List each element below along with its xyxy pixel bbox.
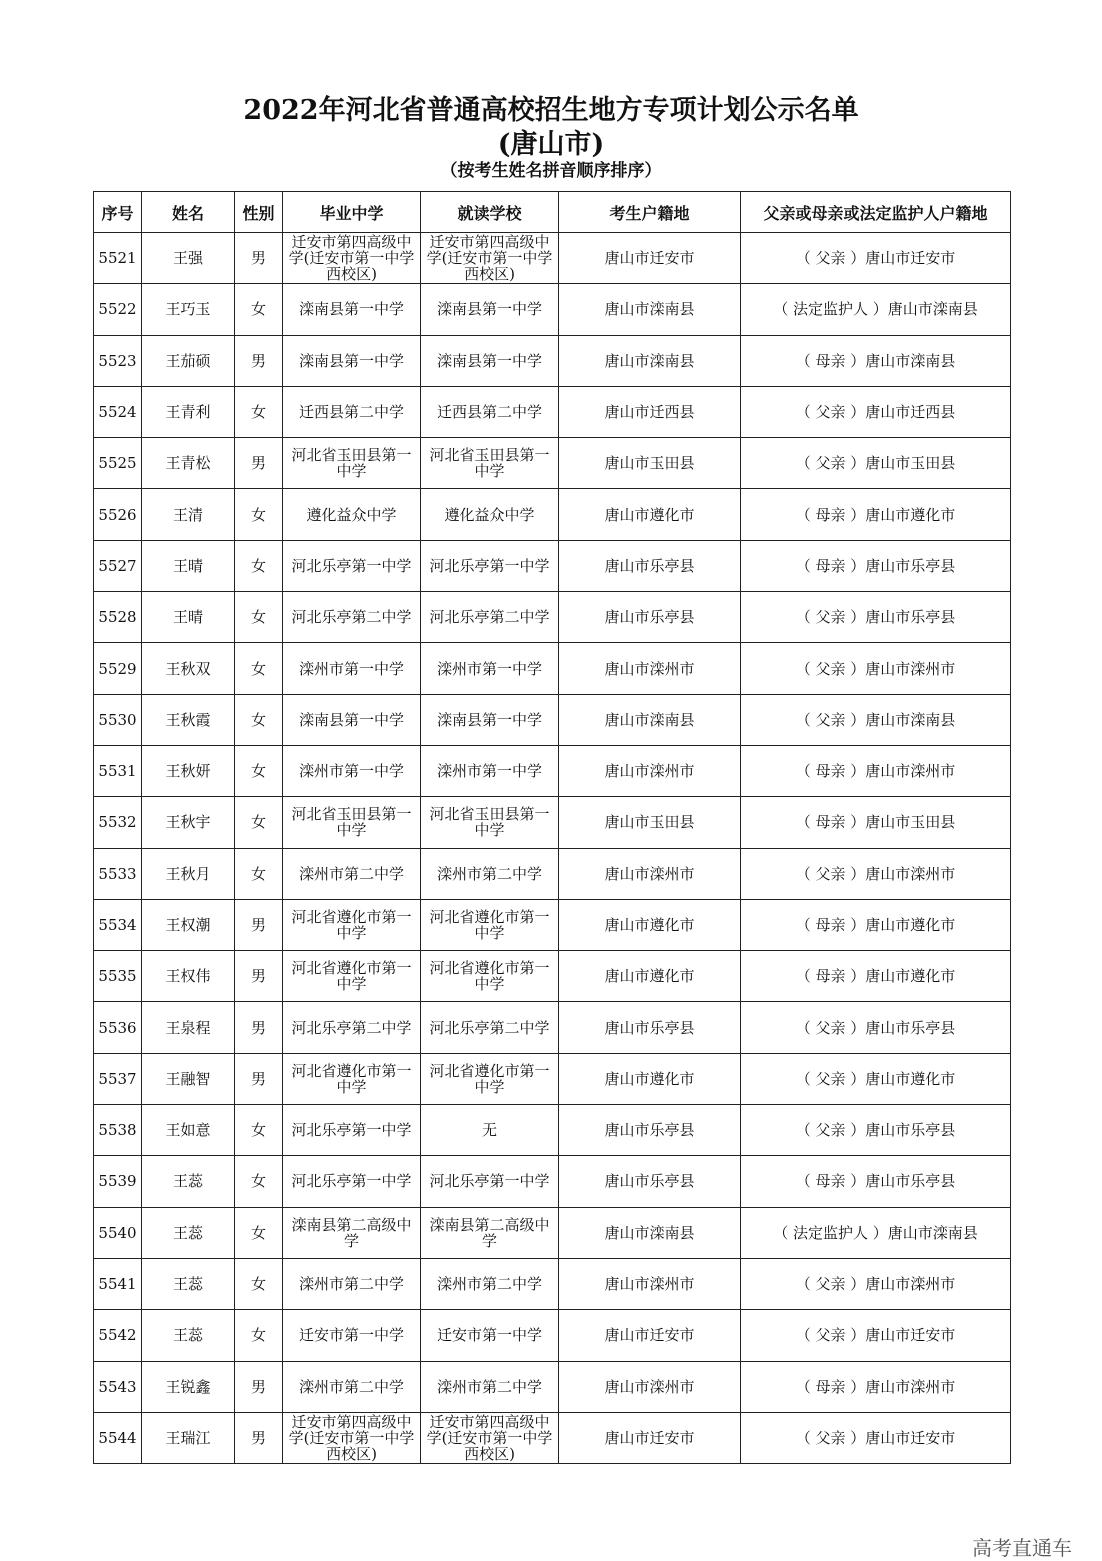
cell-name: 王权潮 [142, 899, 235, 950]
cell-guardian-residence: （ 母亲 ）唐山市遵化市 [741, 489, 1011, 540]
cell-grad-school: 滦州市第二中学 [283, 848, 421, 899]
cell-grad-school: 滦南县第一中学 [283, 284, 421, 335]
table-row [94, 592, 1011, 643]
cell-residence: 唐山市迁安市 [559, 233, 741, 284]
cell-seq: 5533 [94, 848, 142, 899]
cell-current-school: 河北乐亭第二中学 [421, 1002, 559, 1053]
cell-residence: 唐山市乐亭县 [559, 1002, 741, 1053]
cell-seq: 5534 [94, 899, 142, 950]
cell-name: 王青松 [142, 438, 235, 489]
cell-grad-school: 遵化益众中学 [283, 489, 421, 540]
cell-current-school: 迁安市第四高级中学(迁安市第一中学西校区) [421, 1412, 559, 1463]
cell-name: 王清 [142, 489, 235, 540]
cell-seq: 5529 [94, 643, 142, 694]
cell-grad-school: 滦南县第一中学 [283, 694, 421, 745]
cell-residence: 唐山市玉田县 [559, 438, 741, 489]
cell-name: 王如意 [142, 1105, 235, 1156]
cell-gender: 女 [235, 1207, 283, 1258]
cell-name: 王权伟 [142, 951, 235, 1002]
cell-gender: 女 [235, 284, 283, 335]
cell-residence: 唐山市滦州市 [559, 643, 741, 694]
table-row [94, 1207, 1011, 1258]
cell-guardian-residence: （ 母亲 ）唐山市遵化市 [741, 951, 1011, 1002]
table-row [94, 438, 1011, 489]
cell-grad-school: 滦南县第二高级中学 [283, 1207, 421, 1258]
cell-name: 王秋月 [142, 848, 235, 899]
cell-seq: 5532 [94, 797, 142, 848]
cell-gender: 女 [235, 643, 283, 694]
cell-name: 王晴 [142, 592, 235, 643]
cell-residence: 唐山市迁安市 [559, 1310, 741, 1361]
cell-seq: 5539 [94, 1156, 142, 1207]
cell-grad-school: 迁西县第二中学 [283, 386, 421, 437]
cell-current-school: 迁安市第一中学 [421, 1310, 559, 1361]
cell-grad-school: 迁安市第一中学 [283, 1310, 421, 1361]
cell-grad-school: 迁安市第四高级中学(迁安市第一中学西校区) [283, 233, 421, 284]
table-row [94, 489, 1011, 540]
cell-guardian-residence: （ 母亲 ）唐山市滦州市 [741, 1361, 1011, 1412]
table-row [94, 233, 1011, 284]
cell-grad-school: 滦南县第一中学 [283, 335, 421, 386]
cell-gender: 女 [235, 592, 283, 643]
cell-seq: 5540 [94, 1207, 142, 1258]
document-title: 2022年河北省普通高校招生地方专项计划公示名单 [243, 95, 859, 126]
cell-seq: 5544 [94, 1412, 142, 1463]
cell-guardian-residence: （ 父亲 ）唐山市乐亭县 [741, 1002, 1011, 1053]
cell-name: 王秋霞 [142, 694, 235, 745]
cell-residence: 唐山市滦南县 [559, 284, 741, 335]
cell-current-school: 滦南县第一中学 [421, 284, 559, 335]
cell-residence: 唐山市滦州市 [559, 848, 741, 899]
cell-guardian-residence: （ 法定监护人 ）唐山市滦南县 [741, 284, 1011, 335]
cell-name: 王强 [142, 233, 235, 284]
header-current-school: 就读学校 [421, 192, 559, 233]
cell-seq: 5543 [94, 1361, 142, 1412]
table-row [94, 335, 1011, 386]
cell-name: 王锐鑫 [142, 1361, 235, 1412]
cell-guardian-residence: （ 母亲 ）唐山市滦州市 [741, 745, 1011, 796]
cell-name: 王蕊 [142, 1207, 235, 1258]
cell-grad-school: 滦州市第二中学 [283, 1258, 421, 1309]
cell-seq: 5522 [94, 284, 142, 335]
cell-grad-school: 河北省玉田县第一中学 [283, 797, 421, 848]
cell-seq: 5535 [94, 951, 142, 1002]
cell-seq: 5526 [94, 489, 142, 540]
cell-name: 王秋妍 [142, 745, 235, 796]
cell-seq: 5531 [94, 745, 142, 796]
cell-current-school: 迁安市第四高级中学(迁安市第一中学西校区) [421, 233, 559, 284]
cell-gender: 女 [235, 797, 283, 848]
table-row [94, 899, 1011, 950]
cell-grad-school: 迁安市第四高级中学(迁安市第一中学西校区) [283, 1412, 421, 1463]
table-row [94, 694, 1011, 745]
cell-name: 王蕊 [142, 1156, 235, 1207]
cell-guardian-residence: （ 父亲 ）唐山市滦南县 [741, 694, 1011, 745]
cell-name: 王青利 [142, 386, 235, 437]
cell-gender: 男 [235, 1361, 283, 1412]
cell-residence: 唐山市迁安市 [559, 1412, 741, 1463]
cell-gender: 女 [235, 1105, 283, 1156]
table-row [94, 951, 1011, 1002]
cell-gender: 女 [235, 386, 283, 437]
header-seq: 序号 [94, 192, 142, 233]
cell-current-school: 滦南县第一中学 [421, 335, 559, 386]
cell-seq: 5530 [94, 694, 142, 745]
cell-guardian-residence: （ 父亲 ）唐山市遵化市 [741, 1053, 1011, 1104]
document-subtitle: (唐山市) [497, 129, 605, 160]
table-row [94, 797, 1011, 848]
cell-residence: 唐山市遵化市 [559, 489, 741, 540]
table-row [94, 1053, 1011, 1104]
cell-gender: 男 [235, 1002, 283, 1053]
cell-seq: 5523 [94, 335, 142, 386]
cell-seq: 5528 [94, 592, 142, 643]
cell-residence: 唐山市乐亭县 [559, 540, 741, 591]
cell-guardian-residence: （ 母亲 ）唐山市乐亭县 [741, 540, 1011, 591]
document-note: （按考生姓名拼音顺序排序） [440, 161, 662, 181]
cell-grad-school: 河北省遵化市第一中学 [283, 951, 421, 1002]
cell-name: 王巧玉 [142, 284, 235, 335]
cell-residence: 唐山市遵化市 [559, 899, 741, 950]
cell-gender: 男 [235, 1412, 283, 1463]
cell-name: 王秋双 [142, 643, 235, 694]
cell-gender: 女 [235, 745, 283, 796]
cell-grad-school: 河北省遵化市第一中学 [283, 1053, 421, 1104]
cell-guardian-residence: （ 父亲 ）唐山市迁安市 [741, 1310, 1011, 1361]
cell-current-school: 遵化益众中学 [421, 489, 559, 540]
cell-guardian-residence: （ 父亲 ）唐山市迁安市 [741, 1412, 1011, 1463]
cell-seq: 5525 [94, 438, 142, 489]
cell-guardian-residence: （ 父亲 ）唐山市乐亭县 [741, 592, 1011, 643]
cell-name: 王泉程 [142, 1002, 235, 1053]
cell-seq: 5537 [94, 1053, 142, 1104]
cell-guardian-residence: （ 母亲 ）唐山市乐亭县 [741, 1156, 1011, 1207]
cell-current-school: 河北省遵化市第一中学 [421, 1053, 559, 1104]
cell-current-school: 滦州市第一中学 [421, 643, 559, 694]
cell-guardian-residence: （ 父亲 ）唐山市滦州市 [741, 1258, 1011, 1309]
table-row [94, 540, 1011, 591]
cell-grad-school: 滦州市第一中学 [283, 643, 421, 694]
cell-residence: 唐山市迁西县 [559, 386, 741, 437]
table-row [94, 1156, 1011, 1207]
table-row [94, 1258, 1011, 1309]
cell-current-school: 河北乐亭第一中学 [421, 1156, 559, 1207]
cell-residence: 唐山市滦南县 [559, 335, 741, 386]
cell-grad-school: 河北乐亭第二中学 [283, 1002, 421, 1053]
cell-current-school: 河北乐亭第一中学 [421, 540, 559, 591]
table-row [94, 745, 1011, 796]
cell-grad-school: 河北乐亭第一中学 [283, 1105, 421, 1156]
cell-name: 王融智 [142, 1053, 235, 1104]
table-row [94, 284, 1011, 335]
table-row [94, 1002, 1011, 1053]
cell-guardian-residence: （ 父亲 ）唐山市滦州市 [741, 643, 1011, 694]
cell-name: 王秋宇 [142, 797, 235, 848]
cell-gender: 男 [235, 951, 283, 1002]
cell-guardian-residence: （ 母亲 ）唐山市遵化市 [741, 899, 1011, 950]
header-gender: 性别 [235, 192, 283, 233]
cell-name: 王瑞江 [142, 1412, 235, 1463]
cell-residence: 唐山市乐亭县 [559, 592, 741, 643]
table-row [94, 1412, 1011, 1463]
cell-gender: 女 [235, 489, 283, 540]
cell-grad-school: 河北乐亭第二中学 [283, 592, 421, 643]
cell-guardian-residence: （ 父亲 ）唐山市迁西县 [741, 386, 1011, 437]
cell-current-school: 滦州市第二中学 [421, 1361, 559, 1412]
table-row [94, 1105, 1011, 1156]
cell-grad-school: 河北乐亭第一中学 [283, 1156, 421, 1207]
cell-current-school: 滦州市第二中学 [421, 1258, 559, 1309]
header-guardian-residence: 父亲或母亲或法定监护人户籍地 [741, 192, 1011, 233]
cell-current-school: 河北省玉田县第一中学 [421, 797, 559, 848]
cell-grad-school: 滦州市第二中学 [283, 1361, 421, 1412]
header-residence: 考生户籍地 [559, 192, 741, 233]
cell-current-school: 无 [421, 1105, 559, 1156]
cell-residence: 唐山市遵化市 [559, 951, 741, 1002]
cell-name: 王茄硕 [142, 335, 235, 386]
cell-guardian-residence: （ 父亲 ）唐山市滦州市 [741, 848, 1011, 899]
cell-current-school: 滦州市第二中学 [421, 848, 559, 899]
watermark: 高考直通车 [972, 1536, 1072, 1560]
cell-seq: 5542 [94, 1310, 142, 1361]
cell-current-school: 河北乐亭第二中学 [421, 592, 559, 643]
cell-grad-school: 河北省玉田县第一中学 [283, 438, 421, 489]
cell-residence: 唐山市玉田县 [559, 797, 741, 848]
header-name: 姓名 [142, 192, 235, 233]
cell-seq: 5521 [94, 233, 142, 284]
cell-name: 王蕊 [142, 1258, 235, 1309]
cell-residence: 唐山市滦州市 [559, 745, 741, 796]
cell-residence: 唐山市滦南县 [559, 1207, 741, 1258]
cell-residence: 唐山市乐亭县 [559, 1156, 741, 1207]
cell-gender: 女 [235, 848, 283, 899]
header-grad-school: 毕业中学 [283, 192, 421, 233]
table-body [94, 233, 1011, 1464]
cell-name: 王晴 [142, 540, 235, 591]
table-row [94, 1310, 1011, 1361]
cell-grad-school: 河北省遵化市第一中学 [283, 899, 421, 950]
cell-current-school: 滦南县第二高级中学 [421, 1207, 559, 1258]
cell-gender: 女 [235, 540, 283, 591]
cell-seq: 5527 [94, 540, 142, 591]
cell-current-school: 迁西县第二中学 [421, 386, 559, 437]
cell-guardian-residence: （ 父亲 ）唐山市迁安市 [741, 233, 1011, 284]
cell-gender: 女 [235, 1310, 283, 1361]
cell-gender: 男 [235, 899, 283, 950]
cell-grad-school: 滦州市第一中学 [283, 745, 421, 796]
cell-guardian-residence: （ 父亲 ）唐山市玉田县 [741, 438, 1011, 489]
cell-guardian-residence: （ 父亲 ）唐山市乐亭县 [741, 1105, 1011, 1156]
cell-guardian-residence: （ 母亲 ）唐山市玉田县 [741, 797, 1011, 848]
cell-current-school: 河北省玉田县第一中学 [421, 438, 559, 489]
cell-residence: 唐山市滦州市 [559, 1258, 741, 1309]
cell-gender: 女 [235, 694, 283, 745]
cell-gender: 女 [235, 1258, 283, 1309]
cell-gender: 男 [235, 1053, 283, 1104]
cell-guardian-residence: （ 法定监护人 ）唐山市滦南县 [741, 1207, 1011, 1258]
table-row [94, 386, 1011, 437]
cell-residence: 唐山市滦州市 [559, 1361, 741, 1412]
cell-gender: 女 [235, 1156, 283, 1207]
cell-seq: 5541 [94, 1258, 142, 1309]
cell-gender: 男 [235, 438, 283, 489]
cell-seq: 5536 [94, 1002, 142, 1053]
roster-table [93, 191, 1011, 1464]
cell-residence: 唐山市乐亭县 [559, 1105, 741, 1156]
cell-gender: 男 [235, 335, 283, 386]
cell-current-school: 滦南县第一中学 [421, 694, 559, 745]
table-row [94, 643, 1011, 694]
cell-current-school: 滦州市第一中学 [421, 745, 559, 796]
cell-current-school: 河北省遵化市第一中学 [421, 951, 559, 1002]
cell-grad-school: 河北乐亭第一中学 [283, 540, 421, 591]
cell-seq: 5524 [94, 386, 142, 437]
cell-residence: 唐山市滦南县 [559, 694, 741, 745]
cell-guardian-residence: （ 母亲 ）唐山市滦南县 [741, 335, 1011, 386]
table-row [94, 848, 1011, 899]
cell-current-school: 河北省遵化市第一中学 [421, 899, 559, 950]
cell-residence: 唐山市遵化市 [559, 1053, 741, 1104]
cell-gender: 男 [235, 233, 283, 284]
cell-seq: 5538 [94, 1105, 142, 1156]
cell-name: 王蕊 [142, 1310, 235, 1361]
table-row [94, 1361, 1011, 1412]
header-row [94, 192, 1011, 233]
